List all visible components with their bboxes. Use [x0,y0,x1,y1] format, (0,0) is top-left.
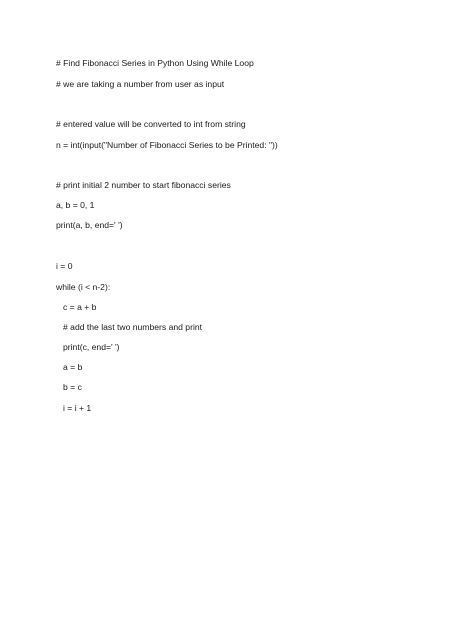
code-line-indented: print(c, end=' ') [63,342,120,352]
code-comment-line-indented: # add the last two numbers and print [63,322,203,332]
code-line-indented: c = a + b [63,302,97,312]
code-line: a, b = 0, 1 [56,200,95,210]
code-line: while (i < n-2): [56,282,111,292]
code-line: n = int(input("Number of Fibonacci Series to be Printed: ")) [56,140,278,150]
code-line-indented: b = c [63,382,82,392]
code-comment-line: # entered value will be converted to int from string [56,119,246,129]
code-comment-line: # print initial 2 number to start fibonacci series [56,180,231,190]
code-line: i = 0 [56,261,73,271]
code-line: print(a, b, end=' ') [56,220,123,230]
code-comment-line: # we are taking a number from user as input [56,79,225,89]
code-comment-line: # Find Fibonacci Series in Python Using While Loop [56,58,254,68]
code-line-indented: a = b [63,362,83,372]
code-line-indented: i = i + 1 [63,403,92,413]
